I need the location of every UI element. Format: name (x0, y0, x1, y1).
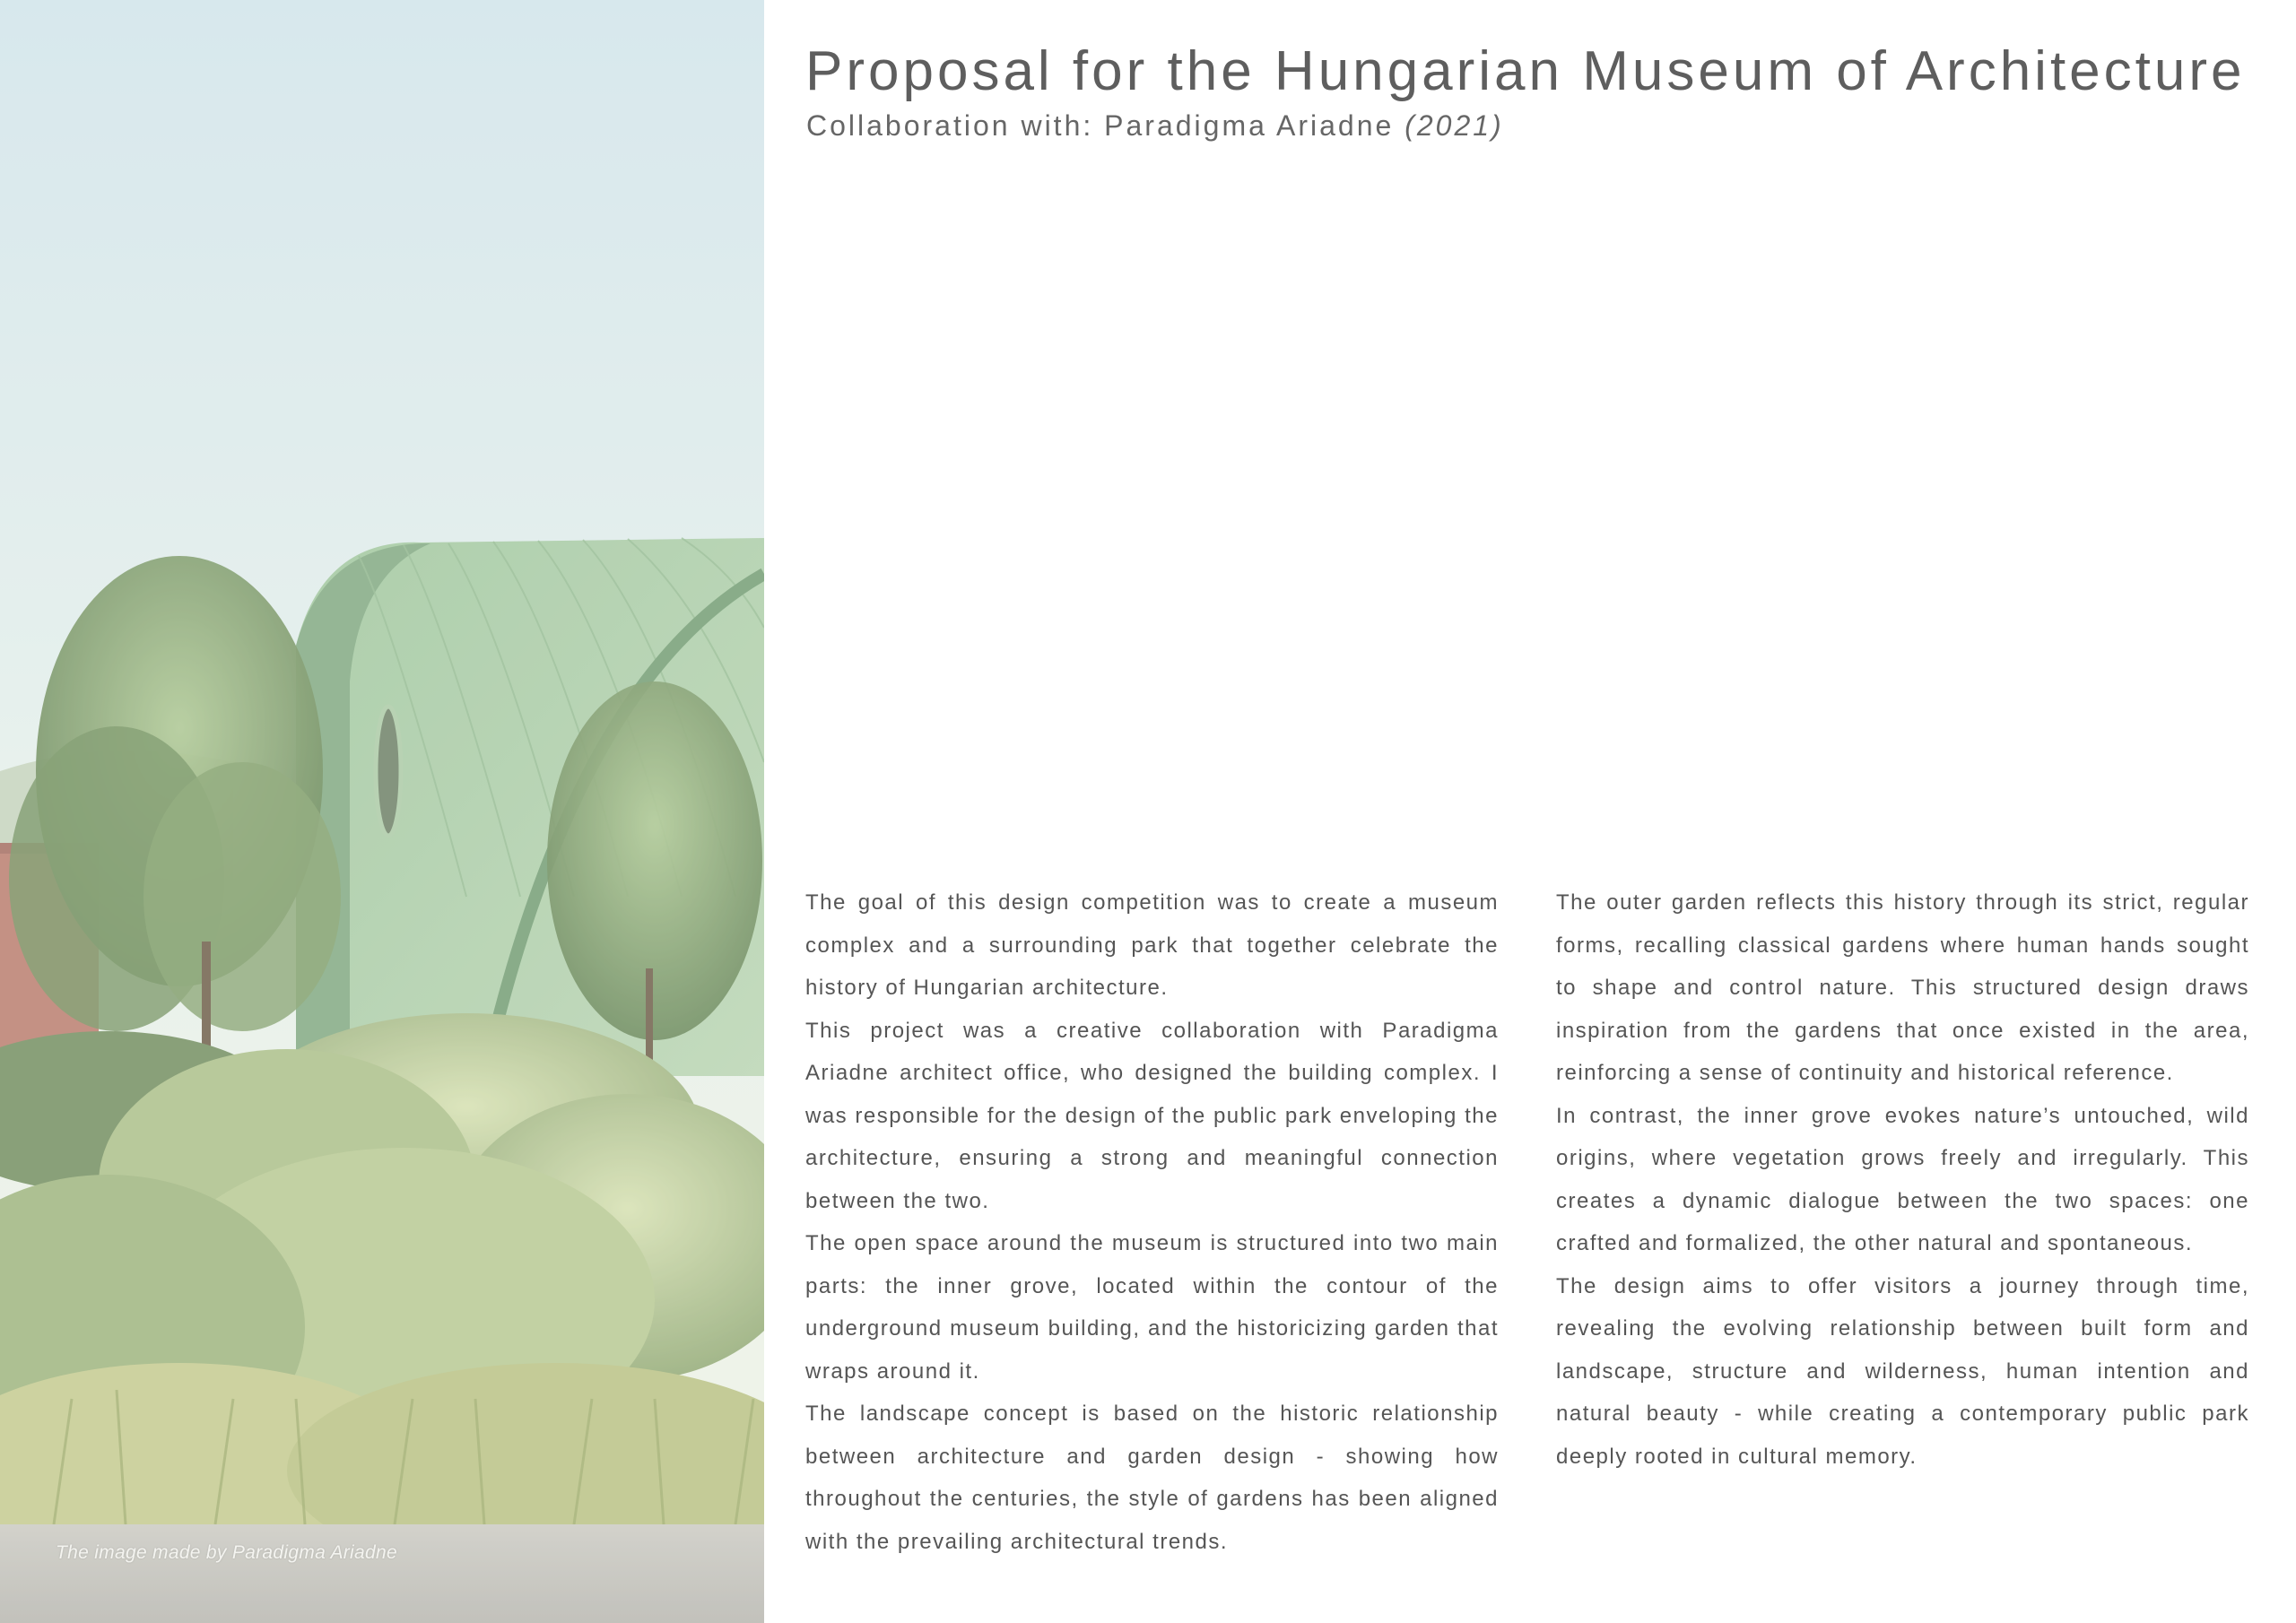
paragraph: This project was a creative collaboration with Paradigma Ariadne architect office, who designed the building complex. I was responsible for the design of the public park enveloping the architecture, ensuring a strong and meaningful connection between the two. (805, 1018, 1499, 1213)
paragraph: The outer garden reflects this history through its strict, regular forms, recalling classical gardens where human hands sought to shape and control nature. This structured design draws inspiration from the gardens that once existed in the area, reinforcing a sense of continuity and historical reference. (1556, 890, 2249, 1085)
image-credit: The image made by Paradigma Ariadne (56, 1542, 397, 1563)
paragraph: The design aims to offer visitors a journey through time, revealing the evolving relationship between built form and landscape, structure and wilderness, human intention and natural beauty - while creating a contemporary public park deeply rooted in cultural memory. (1556, 1273, 2249, 1469)
museum-garden-illustration (0, 0, 764, 1623)
page-title: Proposal for the Hungarian Museum of Architecture (805, 40, 2246, 102)
subtitle-collaboration: Collaboration with: Paradigma Ariadne (806, 109, 1395, 142)
paragraph: In contrast, the inner grove evokes nature’s untouched, wild origins, where vegetation grows freely and irregularly. This creates a dynamic dialogue between the two spaces: one crafted and formalized, the other natural and spontaneous. (1556, 1103, 2249, 1255)
subtitle-year: (2021) (1405, 109, 1504, 142)
hero-image (0, 0, 764, 1623)
text-column-right (1556, 881, 2249, 1478)
page-subtitle (806, 109, 1504, 143)
paragraph: The landscape concept is based on the historic relationship between architecture and garden design - showing how throughout the centuries, the style of gardens has been aligned with the prevailing architectural trends. (805, 1402, 1499, 1554)
paragraph: The open space around the museum is structured into two main parts: the inner grove, located within the contour of the underground museum building, and the historicizing garden that wraps around it. (805, 1231, 1499, 1384)
text-column-left (805, 881, 1499, 1563)
paragraph: The goal of this design competition was to create a museum complex and a surrounding park that together celebrate the history of Hungarian architecture. (805, 890, 1499, 1000)
